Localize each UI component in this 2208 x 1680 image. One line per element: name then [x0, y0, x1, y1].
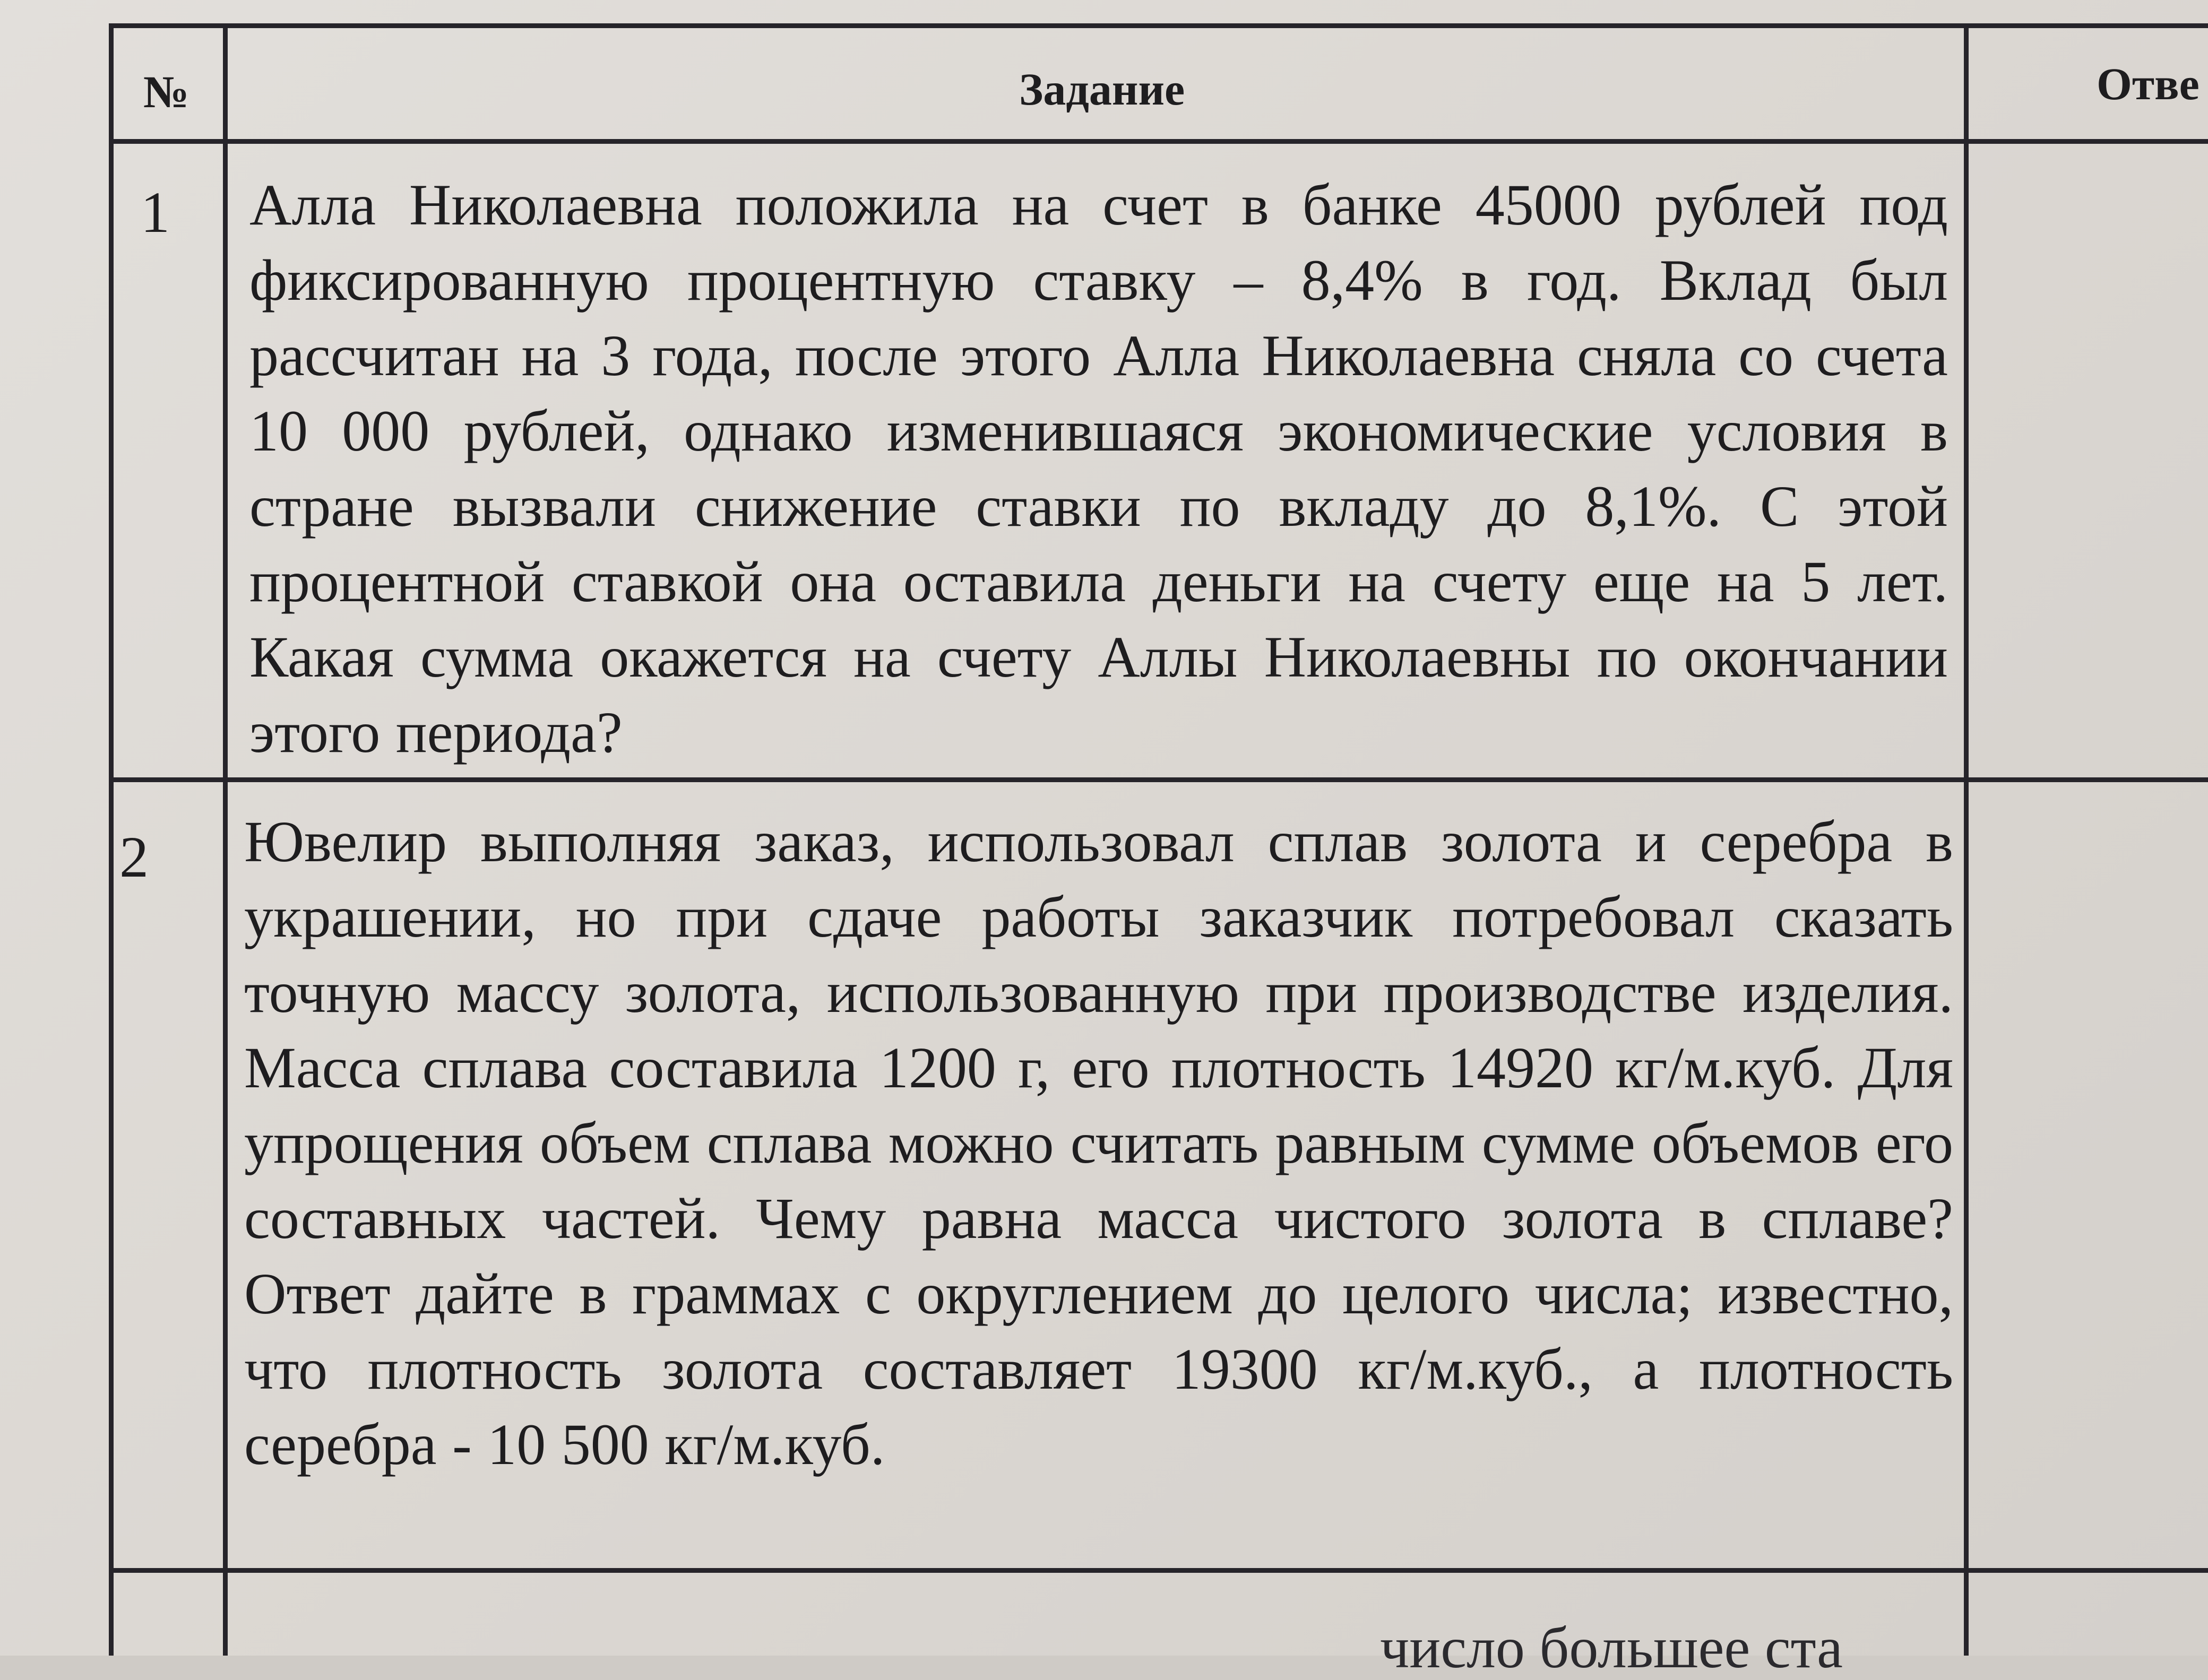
row-1-bottom-border: [109, 777, 2208, 782]
header-task: Задание: [1019, 64, 1185, 115]
row-2-bottom-border: [109, 1568, 2208, 1573]
task-column-right-border: [1964, 23, 1969, 1656]
row-1-task-text: Алла Николаевна положила на счет в банке 45000 рублей под фиксированную процентную ставку – 8,4% в год. Вклад был рассчитан на 3 года, после этого Алла Николаевна сняла со счета 10 000 рублей, однако изменившаяся экономические условия в стране вызвали снижение ставки по вкладу до 8,1%. С этой процентной ставкой она оставила деньги на счету еще на 5 лет. Какая сумма окажется на счету Аллы Николаевны по окончании этого периода?: [249, 172, 1948, 765]
table-top-border: [109, 23, 2208, 28]
cut-off-row-3-text: число большее ста: [1380, 1615, 1843, 1680]
header-bottom-border: [109, 139, 2208, 144]
header-answer: Отве: [2097, 58, 2200, 109]
row-2-task-text: Ювелир выполняя заказ, использовал сплав золота и серебра в украшении, но при сдаче работы заказчик потребовал сказать точную массу золота, использованную при производстве изделия. Масса сплава составила 1200 г, его плотность 14920 кг/м.куб. Для упрощения объем сплава можно считать равным сумме объемов его составных частей. Чему равна масса чистого золота в сплаве? Ответ дайте в граммах с округлением до целого числа; известно, что плотность золота составляет 19300 кг/м.куб., а плотность серебра - 10 500 кг/м.куб.: [244, 809, 1953, 1477]
number-column-right-border: [223, 23, 228, 1656]
number-column-left-border: [109, 23, 114, 1656]
row-1-number: 1: [141, 180, 170, 245]
header-number: №: [143, 66, 189, 117]
row-2-number: 2: [119, 825, 149, 889]
